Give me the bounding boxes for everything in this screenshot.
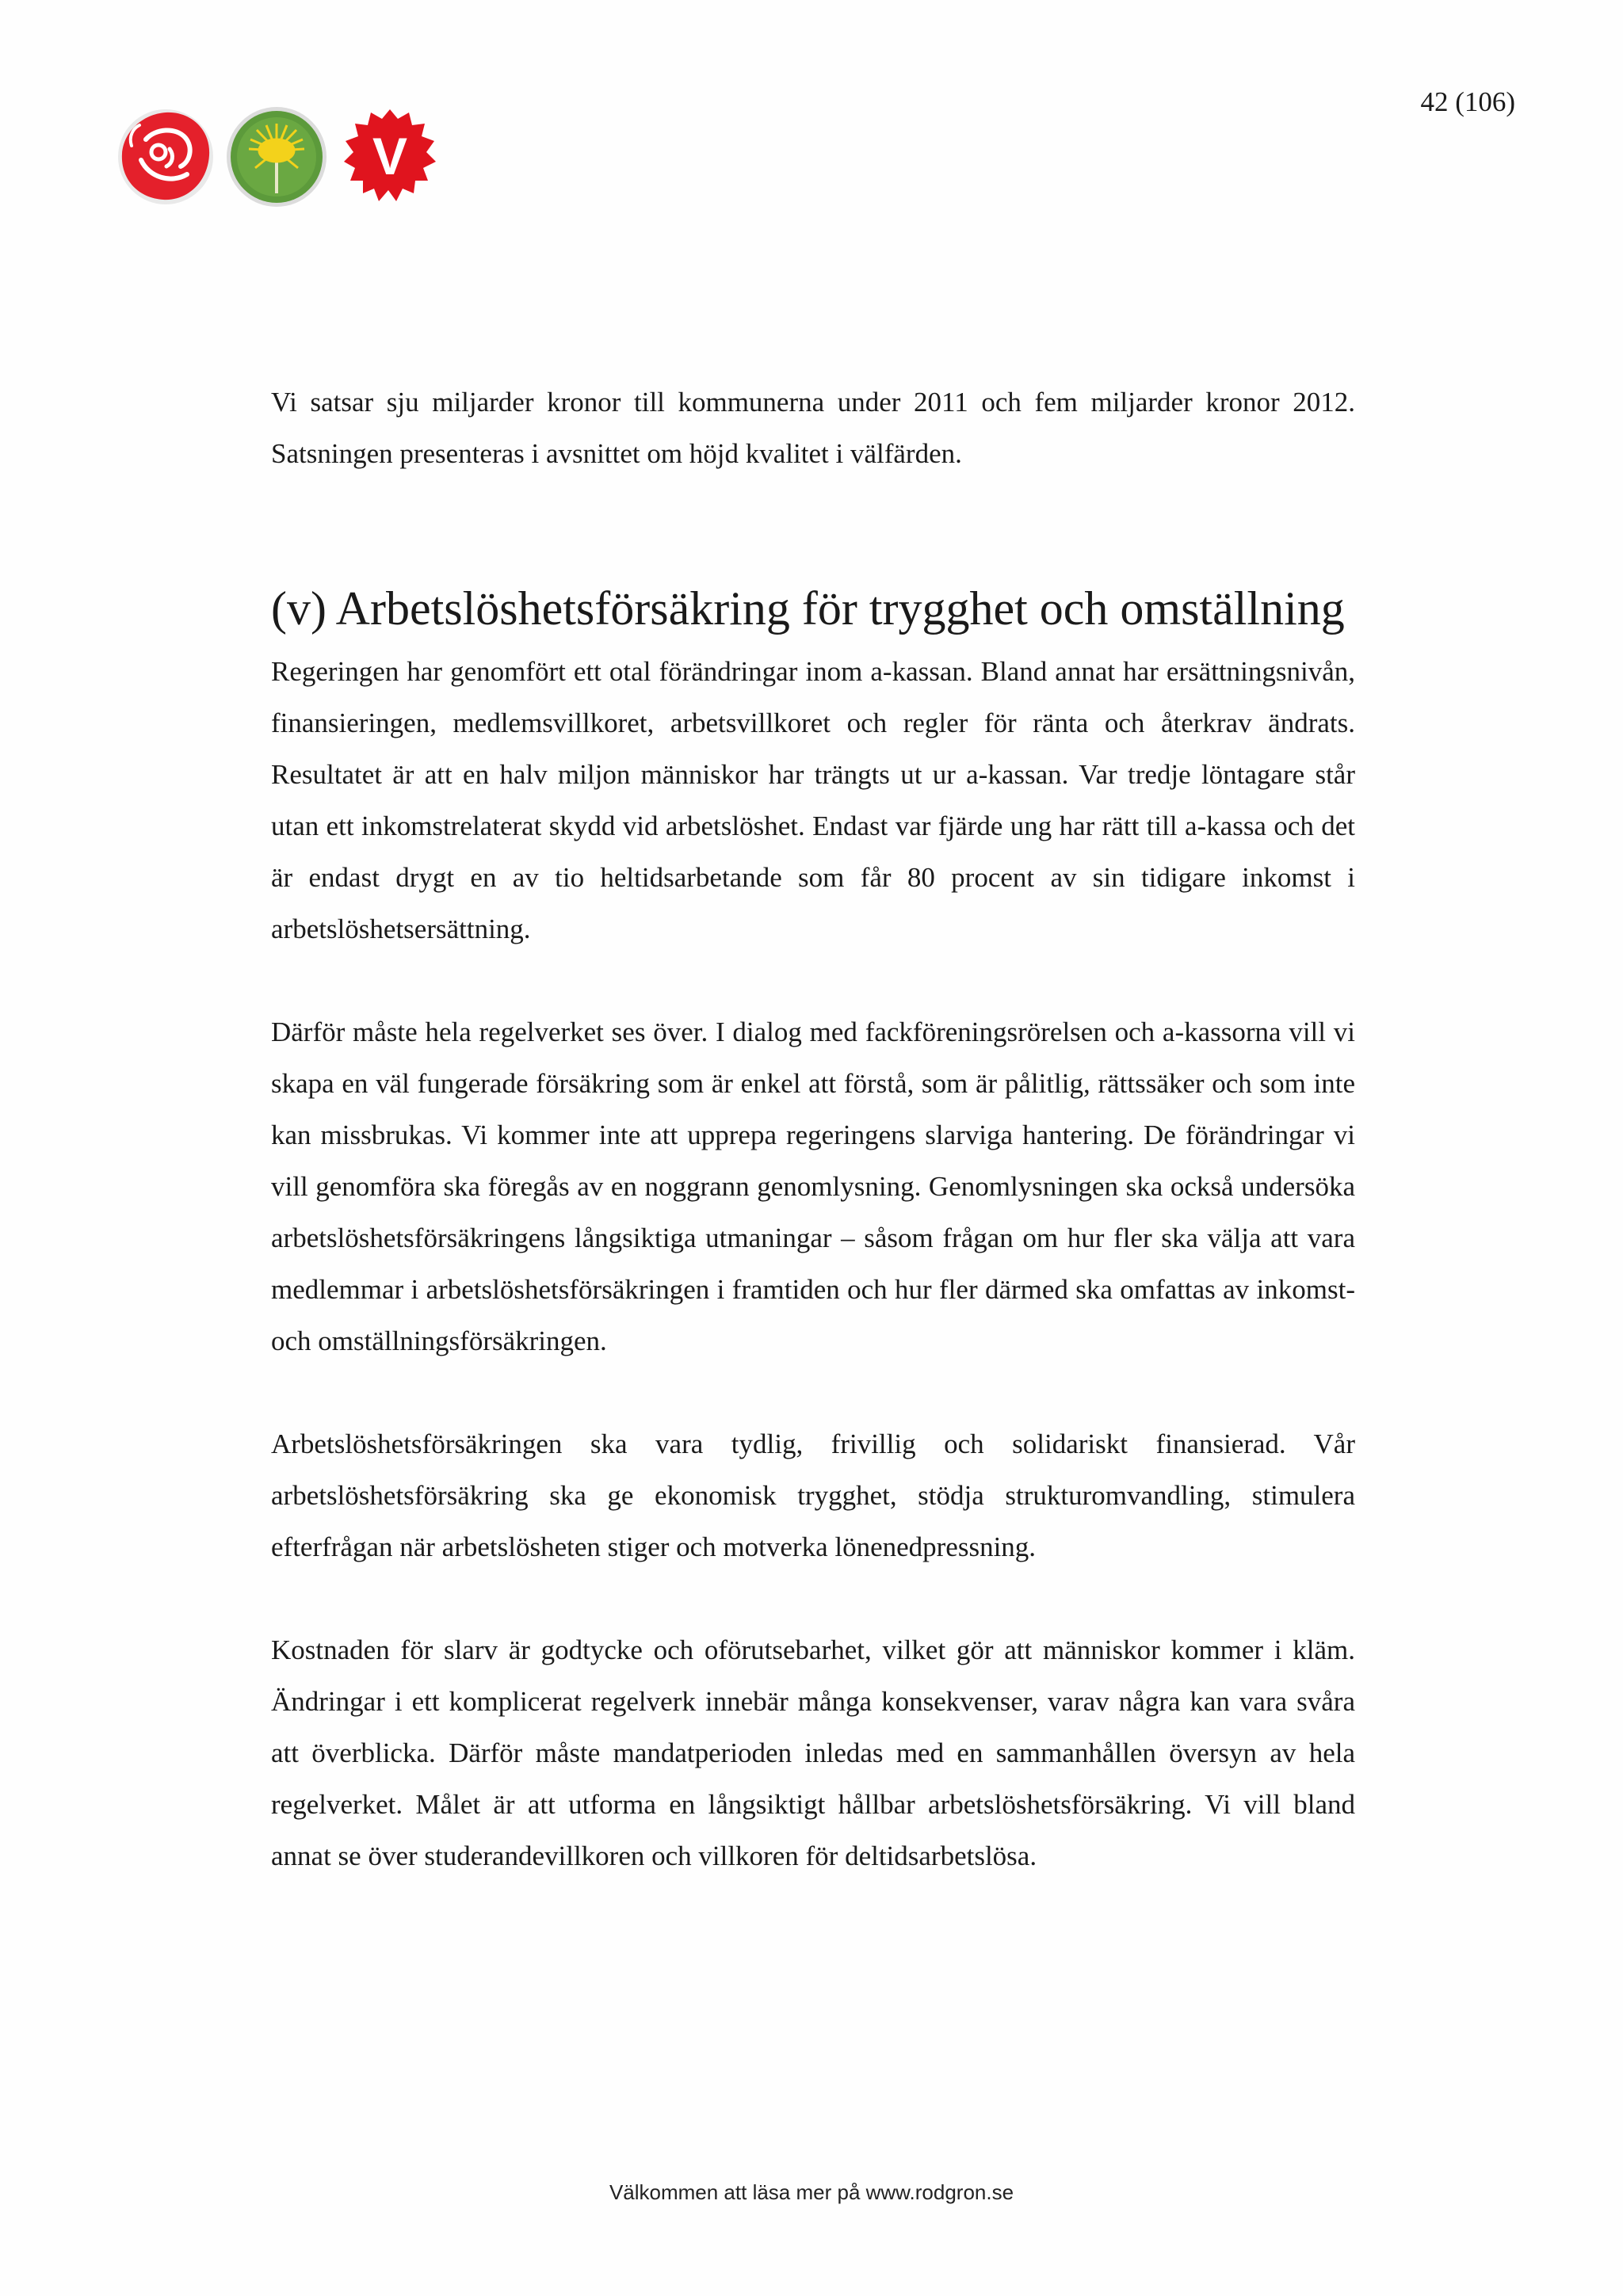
logo-letter: V [372,127,408,185]
body-paragraph: Regeringen har genomfört ett otal förändringar inom a-kassan. Bland annat har ersättningsnivån, finansieringen, medlemsvillkoret, arbetsvillkoret och regler för ränta och återkrav ändrats. Resultatet är att en halv miljon människor har trängts ut ur a-kassan. Var tredje löntagare står utan ett inkomstrelaterat skydd vid arbetslöshet. Endast var fjärde ung har rätt till a-kassa och det är endast drygt en av tio heltidsarbetande som får 80 procent av sin tidigare inkomst i arbetslöshetsersättning. [271,656,1355,944]
page-footer: Välkommen att läsa mer på www.rodgron.se [609,2180,1014,2204]
dandelion-logo-icon [222,105,331,209]
body-paragraph: Därför måste hela regelverket ses över. I dialog med fackföreningsrörelsen och a-kassorna vill vi skapa en väl fungerade försäkring som är enkel att förstå, som är pålitlig, rättssäker och som inte kan missbrukas. Vi kommer inte att upprepa regeringens slarviga hantering. De förändringar vi vill genomföra ska föregås av en noggrann genomlysning. Genomlysningen ska också undersöka arbetslöshetsförsäkringens långsiktiga utmaningar – såsom frågan om hur fler ska välja att vara medlemmar i arbetslöshetsförsäkringen i framtiden och hur fler därmed ska omfattas av inkomst- och omställningsförsäkringen. [271,1016,1355,1356]
page-number: 42 (106) [1420,86,1515,117]
carnation-v-logo-icon [341,105,439,209]
intro-paragraph: Vi satsar sju miljarder kronor till kommunerna under 2011 och fem miljarder kronor 2012. Satsningen presenteras i avsnittet om höjd kvalitet i välfärden. [271,387,1355,469]
body-paragraph: Kostnaden för slarv är godtycke och oförutsebarhet, vilket gör att människor kommer i kläm. Ändringar i ett komplicerat regelverk innebär många konsekvenser, varav några kan vara svåra att överblicka. Därför måste mandatperioden inledas med en sammanhållen översyn av hela regelverket. Målet är att utforma en långsiktigt hållbar arbetslöshetsförsäkring. Vi vill bland annat se över studerandevillkoren och villkoren för deltidsarbetslösa. [271,1634,1355,1871]
section-heading: (v) Arbetslöshetsförsäkring för trygghet och omställning [271,582,1345,635]
rose-logo-icon [114,105,217,209]
body-paragraph: Arbetslöshetsförsäkringen ska vara tydlig, frivillig och solidariskt finansierad. Vår arbetslöshetsförsäkring ska ge ekonomisk trygghet, stödja strukturomvandling, stimulera efterfrågan när arbetslösheten stiger och motverka lönenedpressning. [271,1428,1355,1562]
document-body [271,376,1355,1882]
